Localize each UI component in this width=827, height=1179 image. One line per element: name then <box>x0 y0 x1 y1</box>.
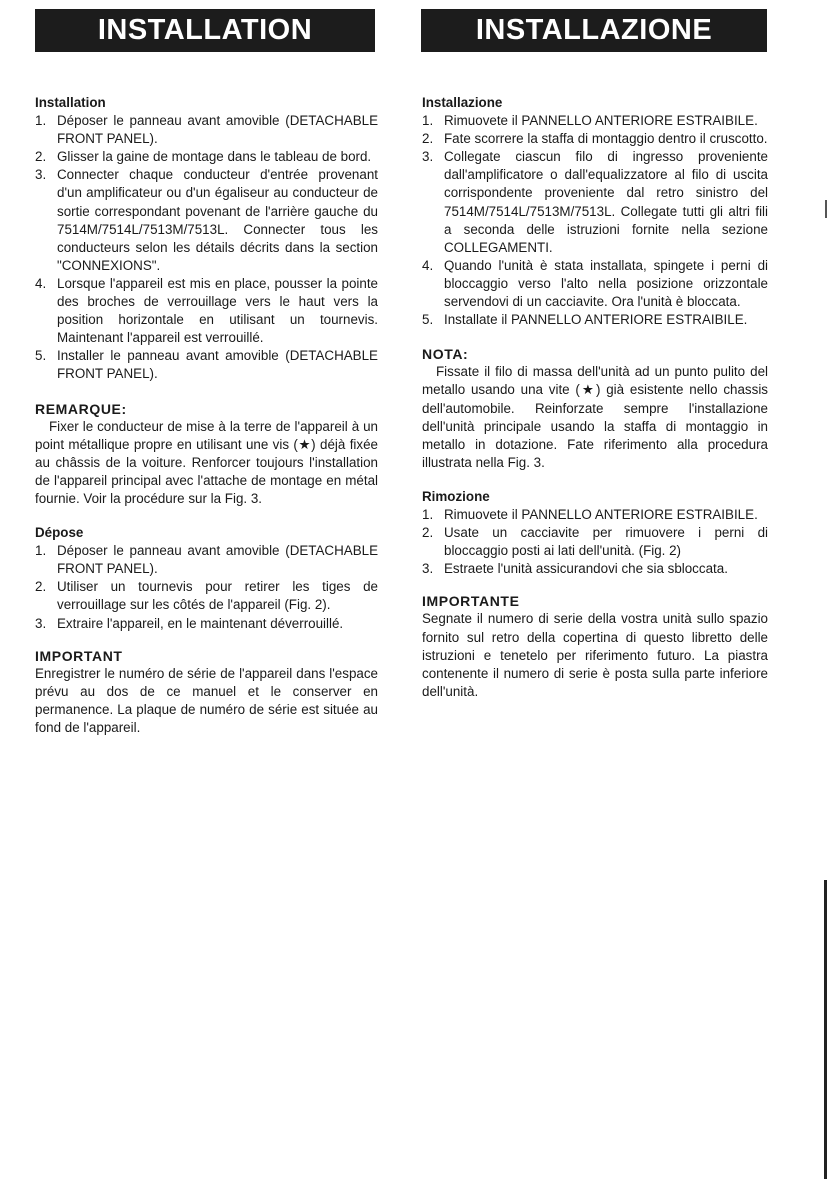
list-item: 1. Rimuovete il PANNELLO ANTERIORE ESTRAIBILE. <box>422 506 758 522</box>
banner-installation-fr: INSTALLATION <box>35 9 375 52</box>
important-heading: IMPORTANT <box>35 647 123 664</box>
list-item: 1. Rimuovete il PANNELLO ANTERIORE ESTRAIBILE. <box>422 113 758 129</box>
list-item: 3. Connecter chaque conducteur d'entrée provenant d'un amplificateur ou d'un égaliseur au conducteur de sortie correspondant povenant de l'arrière gauche du 7514M/7514L/7513M/7513L. Connecter tous les conducteurs selon les détails décrits dans la section "CONNEXIONS". <box>35 167 378 273</box>
list-item: 3. Estraete l'unità assicurandovi che sia sbloccata. <box>422 561 728 577</box>
nota-text: Fissate il filo di massa dell'unità ad un punto pulito del metallo usando una vite (★) già esistente nello chassis dell'automobile. Reinforzate sempre l'installazione dell'unità principale usando la staffa di montaggio in metallo in dotazione. Fate riferimento alla procedura illustrata nella Fig. 3. <box>422 364 768 470</box>
importante-heading: IMPORTANTE <box>422 593 520 610</box>
list-item: 2. Glisser la gaine de montage dans le tableau de bord. <box>35 149 372 165</box>
depose-heading: Dépose <box>35 525 84 541</box>
list-item: 3. Extraire l'appareil, en le maintenant déverrouillé. <box>35 615 344 631</box>
list-item: 1. Déposer le panneau avant amovible (DETACHABLE FRONT PANEL). <box>35 543 378 577</box>
installazione-steps <box>422 112 768 329</box>
list-item: 2. Fate scorrere la staffa di montaggio dentro il cruscotto. <box>422 131 768 147</box>
importante-text: Segnate il numero di serie della vostra unità sullo spazio fornito sul retro della copertina di questo libretto delle istruzioni e tenetelo per riferimento futuro. La piastra contenente il numero di serie è posta sulla parte inferiore dell'unità. <box>422 611 768 699</box>
rimozione-heading: Rimozione <box>422 488 490 504</box>
depose-steps <box>35 542 378 632</box>
installation-steps <box>35 112 378 383</box>
important-text: Enregistrer le numéro de série de l'appareil dans l'espace prévu au dos de ce manuel et le conserver en permanence. La plaque de numéro de série est située au fond de l'appareil. <box>35 665 378 735</box>
list-item: 5. Installate il PANNELLO ANTERIORE ESTRAIBILE. <box>422 312 748 328</box>
remarque-heading: REMARQUE: <box>35 400 127 417</box>
banner-installazione-it: INSTALLAZIONE <box>421 9 767 52</box>
list-item: 4. Quando l'unità è stata installata, spingete i perni di bloccaggio verso l'alto nella posizione orizzontale servendovi di un cacciavite. Ora l'unità è bloccata. <box>422 257 768 310</box>
list-item: 5. Installer le panneau avant amovible (DETACHABLE FRONT PANEL). <box>35 348 378 382</box>
italian-column <box>422 94 768 701</box>
french-column <box>35 94 378 737</box>
installation-heading: Installation <box>35 95 106 110</box>
list-item: 1. Déposer le panneau avant amovible (DETACHABLE FRONT PANEL). <box>35 113 378 147</box>
remarque-text: Fixer le conducteur de mise à la terre de l'appareil à un point métallique propre en utilisant une vis (★) déjà fixée au châssis de la voiture. Renforcer toujours l'installation de l'appareil principal avec l'attache de montage en métal fournie. Voir la procédure sur la Fig. 3. <box>35 418 378 506</box>
list-item: 2. Utiliser un tournevis pour retirer les tiges de verrouillage sur les côtés de l'appareil (Fig. 2). <box>35 579 378 613</box>
list-item: 3. Collegate ciascun filo di ingresso proveniente dall'amplificatore o dall'equalizzatore al filo di uscita corrispondente proveniente dal retro sinistro del 7514M/7514L/7513M/7513L. Collegate tutti gli altri fili a seconda delle istruzioni fornite nella sezione COLLEGAMENTI. <box>422 149 768 255</box>
rimozione-steps <box>422 506 768 578</box>
list-item: 4. Lorsque l'appareil est mis en place, pousser la pointe des broches de verrouillage vers le haut vers la position horizontale en utilisant un tournevis. Maintenant l'appareil est verrouillé. <box>35 275 378 346</box>
list-item: 2. Usate un cacciavite per rimuovere i perni di bloccaggio posti ai lati dell'unità. (Fig. 2) <box>422 525 768 559</box>
installazione-heading: Installazione <box>422 95 503 110</box>
nota-heading: NOTA: <box>422 346 469 363</box>
